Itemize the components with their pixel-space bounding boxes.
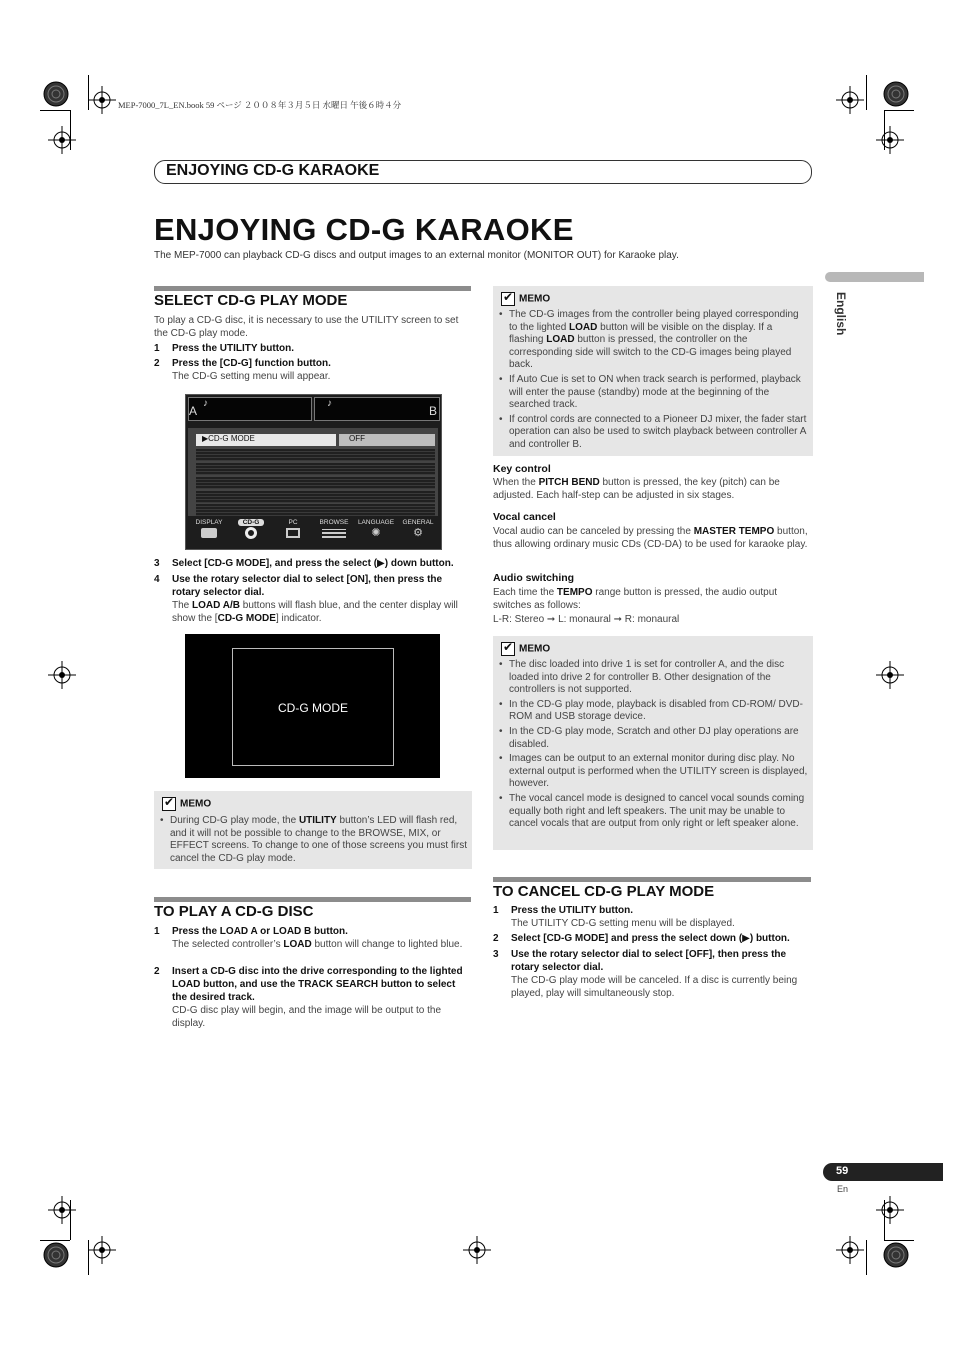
select-mode-title: SELECT CD-G PLAY MODE xyxy=(154,292,348,309)
step-number: 2 xyxy=(154,358,160,369)
check-icon xyxy=(162,797,176,811)
play-disc-title: TO PLAY A CD-G DISC xyxy=(154,903,314,920)
tab-general xyxy=(398,519,438,547)
play-step-2 xyxy=(154,965,472,1030)
tab-pc xyxy=(274,519,312,547)
deck-a-label: A xyxy=(189,404,198,418)
step-number: 1 xyxy=(154,926,160,937)
step-subtext: The UTILITY CD-G setting menu will be displayed. xyxy=(511,918,735,929)
audio-switching-title: Audio switching xyxy=(493,572,575,584)
select-step-1 xyxy=(154,342,472,355)
gear-icon: ⚙ xyxy=(413,527,423,539)
play-step-1 xyxy=(154,925,472,951)
deck-b-display xyxy=(314,397,440,421)
memo-box-right-top xyxy=(493,286,813,456)
tab-label: PC xyxy=(288,519,298,526)
color-target-icon xyxy=(43,1242,69,1268)
step-number: 3 xyxy=(493,949,499,960)
tab-browse xyxy=(314,519,354,547)
browse-icon xyxy=(322,529,346,538)
menu-empty-row xyxy=(196,477,435,489)
audio-switching-text: Each time the TEMPO range button is pressed, the audio output switches as follows: xyxy=(493,587,778,611)
section-header xyxy=(154,160,812,184)
cdg-setting-menu-screenshot xyxy=(185,394,442,550)
step-subtext: The LOAD A/B buttons will flash blue, and the center display will show the [CD-G MODE] indicator. xyxy=(172,600,458,624)
tab-cdg xyxy=(232,519,270,547)
indicator-frame xyxy=(232,648,394,766)
memo-list xyxy=(495,309,809,454)
registration-mark-icon xyxy=(876,661,904,689)
step-number: 3 xyxy=(154,558,160,569)
deck-b-label: B xyxy=(428,404,437,418)
section-divider xyxy=(154,286,471,291)
menu-value-label: OFF xyxy=(349,434,365,443)
menu-empty-row xyxy=(196,449,435,461)
select-mode-lead: To play a CD-G disc, it is necessary to use the UTILITY screen to set the CD-G play mode. xyxy=(154,315,459,339)
page-number: 59 xyxy=(836,1165,849,1177)
color-target-icon xyxy=(883,1242,909,1268)
music-note-icon: ♪ xyxy=(327,398,332,409)
step-number: 2 xyxy=(493,933,499,944)
step-subtext: The CD-G play mode will be canceled. If a disc is currently being played, play will simultaneously stop. xyxy=(511,975,798,999)
intro-text: The MEP-7000 can playback CD-G discs and output images to an external monitor (MONITOR OUT) for Karaoke play. xyxy=(154,250,679,261)
color-target-icon xyxy=(43,81,69,107)
section-divider xyxy=(493,877,811,882)
memo-heading: ✔MEMO xyxy=(501,292,550,306)
memo-list xyxy=(156,815,468,867)
language-tab-label: English xyxy=(834,292,848,336)
check-icon xyxy=(501,292,515,306)
section-divider xyxy=(154,897,471,902)
registration-mark-icon xyxy=(48,661,76,689)
tab-label: DISPLAY xyxy=(195,519,223,526)
memo-item: • If Auto Cue is set to ON when track search is performed, playback will enter the pause (standby) mode at the beginning of the searched track. xyxy=(495,374,809,412)
step-text: Press the [CD-G] function button. xyxy=(172,358,331,369)
registration-mark-icon xyxy=(463,1236,491,1264)
step-text: Insert a CD-G disc into the drive corresponding to the lighted LOAD button, and use the TRACK SEARCH button to select the desired track. xyxy=(172,966,463,1003)
registration-mark-icon xyxy=(876,126,904,154)
page-number-tab xyxy=(823,1163,943,1181)
menu-item-value xyxy=(339,434,435,446)
menu-item-label: ▶CD-G MODE xyxy=(202,434,255,443)
page-language: En xyxy=(837,1184,849,1194)
select-step-2 xyxy=(154,357,472,383)
memo-item: • The vocal cancel mode is designed to cancel vocal sounds coming equally both right and left speakers. The unit may be unable to cancel vocals that are output from only right or left speaker alone. xyxy=(495,793,809,831)
step-text: Select [CD-G MODE], and press the select (▶) down button. xyxy=(172,558,454,569)
registration-mark-icon xyxy=(836,86,864,114)
memo-item: • The disc loaded into drive 1 is set for controller A, and the disc loaded into drive 2 for controller B. Other designation of the controllers is not supported. xyxy=(495,659,809,697)
page-title: ENJOYING CD-G KARAOKE xyxy=(154,212,574,247)
step-number: 4 xyxy=(154,574,160,585)
cancel-step-2 xyxy=(493,932,811,945)
step-number: 1 xyxy=(154,343,160,354)
menu-empty-row xyxy=(196,463,435,475)
step-text: Press the UTILITY button. xyxy=(172,343,295,354)
step-text: Press the UTILITY button. xyxy=(511,905,634,916)
memo-item: • In the CD-G play mode, Scratch and other DJ play operations are disabled. xyxy=(495,726,809,751)
music-note-icon: ♪ xyxy=(203,398,208,409)
registration-mark-icon xyxy=(48,1196,76,1224)
tab-language xyxy=(356,519,396,547)
memo-box-right-bottom xyxy=(493,636,813,850)
step-text: Press the LOAD A or LOAD B button. xyxy=(172,926,348,937)
print-info: MEP-7000_7L_EN.book 59 ページ ２００８年３月５日 水曜日 午後６時４分 xyxy=(118,100,402,110)
vocal-cancel-title: Vocal cancel xyxy=(493,511,556,523)
memo-list xyxy=(495,659,809,833)
memo-item: • Images can be output to an external monitor during disc play. No external output is performed when the UTILITY screen is displayed, however. xyxy=(495,753,809,791)
memo-heading: ✔MEMO xyxy=(162,797,211,811)
registration-mark-icon xyxy=(836,1236,864,1264)
memo-item: • The CD-G images from the controller being played corresponding to the lighted LOAD button will be visible on the display. If a flashing LOAD button is pressed, the controller on the corresponding side will switch to the CD-G images being played back. xyxy=(495,309,809,372)
step-number: 2 xyxy=(154,966,160,977)
tab-label: BROWSE xyxy=(319,519,349,526)
cancel-step-1 xyxy=(493,904,811,930)
step-subtext: CD-G disc play will begin, and the image will be output to the display. xyxy=(172,1005,442,1029)
memo-box-left xyxy=(154,791,472,869)
pc-icon xyxy=(286,528,300,538)
registration-mark-icon xyxy=(88,1236,116,1264)
step-number: 1 xyxy=(493,905,499,916)
language-tab-bar xyxy=(825,272,924,282)
deck-a-display xyxy=(188,397,312,421)
menu-item-cdg-mode xyxy=(196,434,336,446)
cancel-step-3 xyxy=(493,948,811,1000)
audio-switching-sequence: L-R: Stereo ➞ L: monaural ➞ R: monaural xyxy=(493,614,680,625)
function-tabs xyxy=(188,519,438,547)
select-step-3 xyxy=(154,557,472,570)
step-text: Select [CD-G MODE] and press the select down (▶) button. xyxy=(511,933,790,944)
disc-icon xyxy=(245,527,257,539)
memo-heading: ✔MEMO xyxy=(501,642,550,656)
step-text: Use the rotary selector dial to select [OFF], then press the rotary selector dial. xyxy=(511,949,787,973)
indicator-text: CD-G MODE xyxy=(278,701,348,715)
globe-icon: ✺ xyxy=(371,527,381,539)
display-icon xyxy=(201,528,217,538)
check-icon xyxy=(501,642,515,656)
key-control-title: Key control xyxy=(493,463,551,475)
section-header-title: ENJOYING CD-G KARAOKE xyxy=(166,162,380,179)
tab-display xyxy=(190,519,228,547)
menu-list xyxy=(188,428,438,516)
memo-item: • If control cords are connected to a Pioneer DJ mixer, the fader start operation can also be used to switch playback between controller A and controller B. xyxy=(495,414,809,452)
color-target-icon xyxy=(883,81,909,107)
select-step-4 xyxy=(154,573,472,625)
menu-empty-row xyxy=(196,504,435,516)
registration-mark-icon xyxy=(88,86,116,114)
memo-item: • During CD-G play mode, the UTILITY button’s LED will flash red, and it will not be possible to change to the BROWSE, MIX, or EFFECT screens. To change to one of those screens you must first cancel the CD-G play mode. xyxy=(156,815,468,865)
registration-mark-icon xyxy=(48,126,76,154)
cdg-mode-indicator-screenshot xyxy=(185,634,440,778)
vocal-cancel-text: Vocal audio can be canceled by pressing the MASTER TEMPO button, thus allowing ordinary music CDs (CD-DA) to be used for karaoke play. xyxy=(493,526,808,550)
step-text: Use the rotary selector dial to select [ON], then press the rotary selector dial. xyxy=(172,574,443,598)
step-subtext: The selected controller’s LOAD button will change to lighted blue. xyxy=(172,939,463,950)
memo-item: • In the CD-G play mode, playback is disabled from CD-ROM/ DVD-ROM and USB storage device. xyxy=(495,699,809,724)
registration-mark-icon xyxy=(876,1196,904,1224)
menu-empty-row xyxy=(196,491,435,503)
tab-label: LANGUAGE xyxy=(357,519,395,526)
step-subtext: The CD-G setting menu will appear. xyxy=(172,371,331,382)
tab-label: CD-G xyxy=(238,519,264,526)
tab-label: GENERAL xyxy=(402,519,434,526)
cancel-mode-title: TO CANCEL CD-G PLAY MODE xyxy=(493,883,715,900)
key-control-text: When the PITCH BEND button is pressed, the key (pitch) can be adjusted. Each half-step can be adjusted in six stages. xyxy=(493,477,780,501)
